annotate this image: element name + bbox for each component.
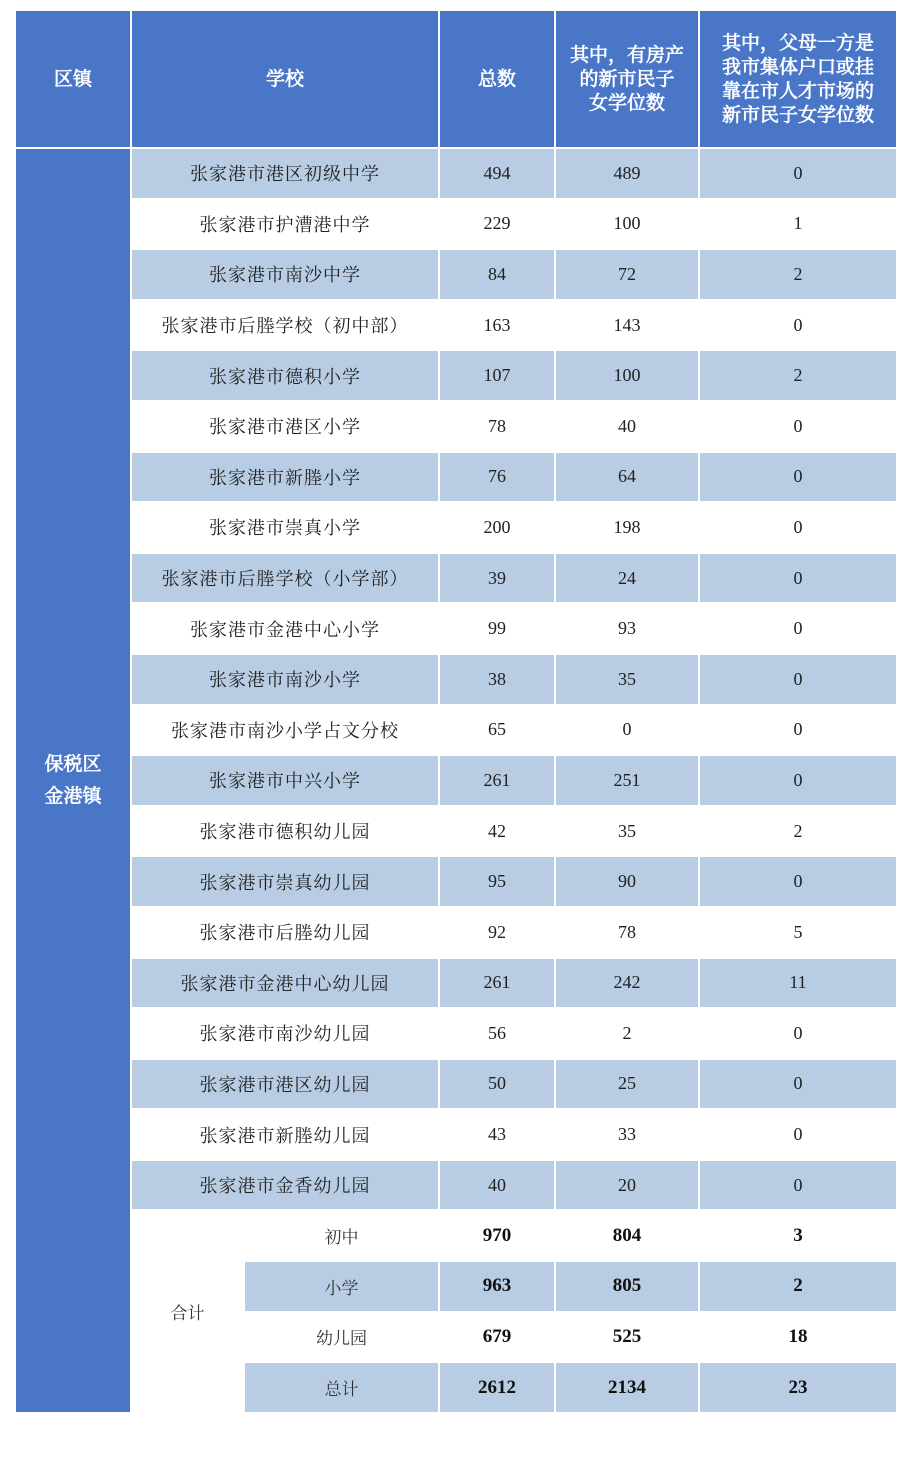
table-row — [15, 958, 897, 1009]
header-collective — [699, 10, 897, 148]
school-cell: 张家港市后塍幼儿园 — [131, 907, 439, 958]
district-line: 保税区 — [44, 753, 102, 776]
table-row — [15, 654, 897, 705]
summary-collective-cell: 2 — [699, 1261, 897, 1312]
total-cell: 40 — [439, 1160, 555, 1211]
summary-collective-cell: 3 — [699, 1210, 897, 1261]
housing-cell: 100 — [555, 199, 699, 250]
school-cell: 张家港市崇真小学 — [131, 502, 439, 553]
school-cell: 张家港市南沙中学 — [131, 249, 439, 300]
summary-label: 小学 — [244, 1261, 439, 1312]
housing-cell: 33 — [555, 1109, 699, 1160]
collective-cell: 2 — [699, 249, 897, 300]
table-row — [15, 1109, 897, 1160]
total-cell: 200 — [439, 502, 555, 553]
collective-cell: 0 — [699, 1109, 897, 1160]
collective-cell: 2 — [699, 350, 897, 401]
collective-cell: 0 — [699, 856, 897, 907]
table-row — [15, 1059, 897, 1110]
total-cell: 76 — [439, 452, 555, 503]
school-cell: 张家港市金港中心小学 — [131, 603, 439, 654]
housing-cell: 100 — [555, 350, 699, 401]
housing-cell: 489 — [555, 148, 699, 199]
table-row — [15, 401, 897, 452]
collective-cell: 0 — [699, 502, 897, 553]
table-row — [15, 249, 897, 300]
collective-cell: 11 — [699, 958, 897, 1009]
school-cell: 张家港市南沙小学占文分校 — [131, 705, 439, 756]
total-cell: 261 — [439, 958, 555, 1009]
summary-total-cell: 2612 — [439, 1362, 555, 1413]
summary-collective-cell: 23 — [699, 1362, 897, 1413]
school-cell: 张家港市南沙小学 — [131, 654, 439, 705]
table-row — [15, 502, 897, 553]
summary-label: 初中 — [244, 1210, 439, 1261]
summary-group-label: 合计 — [131, 1210, 244, 1412]
header-housing — [555, 10, 699, 148]
housing-cell: 198 — [555, 502, 699, 553]
school-cell: 张家港市港区初级中学 — [131, 148, 439, 199]
header-school: 学校 — [131, 10, 439, 148]
total-cell: 229 — [439, 199, 555, 250]
summary-housing-cell: 525 — [555, 1312, 699, 1363]
housing-cell: 2 — [555, 1008, 699, 1059]
school-cell: 张家港市南沙幼儿园 — [131, 1008, 439, 1059]
summary-row — [15, 1210, 897, 1261]
housing-cell: 24 — [555, 553, 699, 604]
school-cell: 张家港市新塍小学 — [131, 452, 439, 503]
district-cell — [15, 148, 131, 1413]
collective-cell: 0 — [699, 401, 897, 452]
header-collective-line: 其中，父母一方是 — [721, 32, 874, 54]
summary-label: 幼儿园 — [244, 1312, 439, 1363]
header-housing-line: 的新市民子 — [579, 68, 675, 90]
collective-cell: 0 — [699, 654, 897, 705]
school-cell: 张家港市港区幼儿园 — [131, 1059, 439, 1110]
housing-cell: 242 — [555, 958, 699, 1009]
table-row — [15, 856, 897, 907]
school-cell: 张家港市港区小学 — [131, 401, 439, 452]
housing-cell: 0 — [555, 705, 699, 756]
summary-collective-cell: 18 — [699, 1312, 897, 1363]
header-collective-line: 靠在市人才市场的 — [721, 80, 874, 102]
housing-cell: 78 — [555, 907, 699, 958]
collective-cell: 0 — [699, 603, 897, 654]
collective-cell: 0 — [699, 452, 897, 503]
school-cell: 张家港市金香幼儿园 — [131, 1160, 439, 1211]
total-cell: 65 — [439, 705, 555, 756]
table-row — [15, 705, 897, 756]
collective-cell: 0 — [699, 755, 897, 806]
total-cell: 494 — [439, 148, 555, 199]
collective-cell: 5 — [699, 907, 897, 958]
housing-cell: 20 — [555, 1160, 699, 1211]
table-row — [15, 603, 897, 654]
table-row — [15, 300, 897, 351]
housing-cell: 64 — [555, 452, 699, 503]
total-cell: 84 — [439, 249, 555, 300]
table-row — [15, 1160, 897, 1211]
housing-cell: 35 — [555, 806, 699, 857]
housing-cell: 90 — [555, 856, 699, 907]
header-row — [15, 10, 897, 148]
table-row — [15, 1008, 897, 1059]
school-cell: 张家港市中兴小学 — [131, 755, 439, 806]
school-cell: 张家港市德积幼儿园 — [131, 806, 439, 857]
collective-cell: 0 — [699, 300, 897, 351]
table-container — [14, 9, 898, 1414]
header-housing-line: 女学位数 — [588, 92, 665, 114]
header-collective-line: 我市集体户口或挂 — [721, 56, 874, 78]
table-row — [15, 553, 897, 604]
collective-cell: 0 — [699, 705, 897, 756]
total-cell: 163 — [439, 300, 555, 351]
school-cell: 张家港市德积小学 — [131, 350, 439, 401]
header-district: 区镇 — [15, 10, 131, 148]
housing-cell: 143 — [555, 300, 699, 351]
total-cell: 38 — [439, 654, 555, 705]
table-row — [15, 452, 897, 503]
summary-total-cell: 963 — [439, 1261, 555, 1312]
housing-cell: 72 — [555, 249, 699, 300]
school-cell: 张家港市后塍学校（初中部） — [131, 300, 439, 351]
housing-cell: 251 — [555, 755, 699, 806]
summary-housing-cell: 2134 — [555, 1362, 699, 1413]
housing-cell: 25 — [555, 1059, 699, 1110]
total-cell: 39 — [439, 553, 555, 604]
total-cell: 107 — [439, 350, 555, 401]
header-housing-line: 其中，有房产 — [569, 44, 684, 66]
school-cell: 张家港市后塍学校（小学部） — [131, 553, 439, 604]
collective-cell: 2 — [699, 806, 897, 857]
table-row — [15, 755, 897, 806]
district-line: 金港镇 — [44, 785, 102, 808]
summary-total-cell: 970 — [439, 1210, 555, 1261]
table-row — [15, 350, 897, 401]
total-cell: 43 — [439, 1109, 555, 1160]
table-row — [15, 148, 897, 199]
collective-cell: 0 — [699, 148, 897, 199]
total-cell: 92 — [439, 907, 555, 958]
total-cell: 78 — [439, 401, 555, 452]
school-cell: 张家港市崇真幼儿园 — [131, 856, 439, 907]
total-cell: 261 — [439, 755, 555, 806]
collective-cell: 0 — [699, 1008, 897, 1059]
total-cell: 95 — [439, 856, 555, 907]
collective-cell: 0 — [699, 1160, 897, 1211]
table-row — [15, 907, 897, 958]
summary-housing-cell: 805 — [555, 1261, 699, 1312]
housing-cell: 40 — [555, 401, 699, 452]
housing-cell: 93 — [555, 603, 699, 654]
total-cell: 99 — [439, 603, 555, 654]
housing-cell: 35 — [555, 654, 699, 705]
enrollment-table — [14, 9, 898, 1414]
collective-cell: 0 — [699, 1059, 897, 1110]
summary-housing-cell: 804 — [555, 1210, 699, 1261]
school-cell: 张家港市新塍幼儿园 — [131, 1109, 439, 1160]
school-cell: 张家港市金港中心幼儿园 — [131, 958, 439, 1009]
table-row — [15, 806, 897, 857]
summary-total-cell: 679 — [439, 1312, 555, 1363]
collective-cell: 1 — [699, 199, 897, 250]
table-row — [15, 199, 897, 250]
header-collective-line: 新市民子女学位数 — [721, 104, 874, 126]
summary-label: 总计 — [244, 1362, 439, 1413]
total-cell: 42 — [439, 806, 555, 857]
school-cell: 张家港市护漕港中学 — [131, 199, 439, 250]
total-cell: 50 — [439, 1059, 555, 1110]
total-cell: 56 — [439, 1008, 555, 1059]
header-total: 总数 — [439, 10, 555, 148]
collective-cell: 0 — [699, 553, 897, 604]
